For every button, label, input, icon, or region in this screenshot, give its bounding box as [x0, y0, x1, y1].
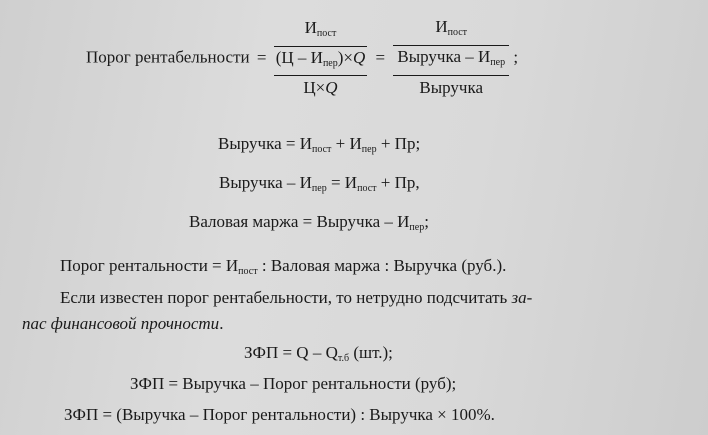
formula-gross-margin: Валовая маржа = Выручка – $И_{пер}$; [189, 212, 429, 233]
fraction-1-denominator: Ц×Q [303, 77, 338, 97]
fraction-1 [274, 17, 368, 99]
formula-revenue: Выручка = $И_{пост} + И_{пер}$ + Пр; [218, 134, 421, 155]
semicolon: ; [513, 47, 519, 67]
break-even-label: Порог рентабельности [86, 47, 250, 67]
fraction-2 [393, 16, 509, 99]
equals-sign: = [256, 47, 267, 67]
fraction-2-denominator: Выручка [419, 78, 484, 97]
formula-threshold: Порог рентальности = $И_{пост}$ : Валовая маржа : Выручка (руб.). [60, 256, 507, 277]
formula-zfp-percent: ЗФП = (Выручка – Порог рентальности) : Выручка × 100%. [64, 405, 495, 424]
fraction-1-numerator: $И_{пост}$ [274, 17, 368, 47]
formula-zfp-units: ЗФП = Q – $Q_{т.б}$ (шт.); [244, 343, 393, 364]
fraction-1-inner: $(Ц - И_{пер})\times Q$ [274, 47, 368, 76]
formula-break-even [86, 16, 518, 99]
equals-sign-2: = [375, 47, 386, 67]
fraction-2-numerator: $И_{пост}$ [393, 16, 509, 46]
formula-zfp-rubles: ЗФП = Выручка – Порог рентальности (руб); [130, 374, 457, 393]
paragraph-safety-margin: Если известен порог рентабельности, то нетрудно подсчитать за- пас финансовой прочности. [22, 288, 533, 333]
fraction-2-inner: Выручка – $И_{пер}$ [393, 46, 509, 76]
formula-revenue-minus-variable: Выручка – $И_{пер} = И_{пост}$ + Пр, [219, 173, 420, 194]
